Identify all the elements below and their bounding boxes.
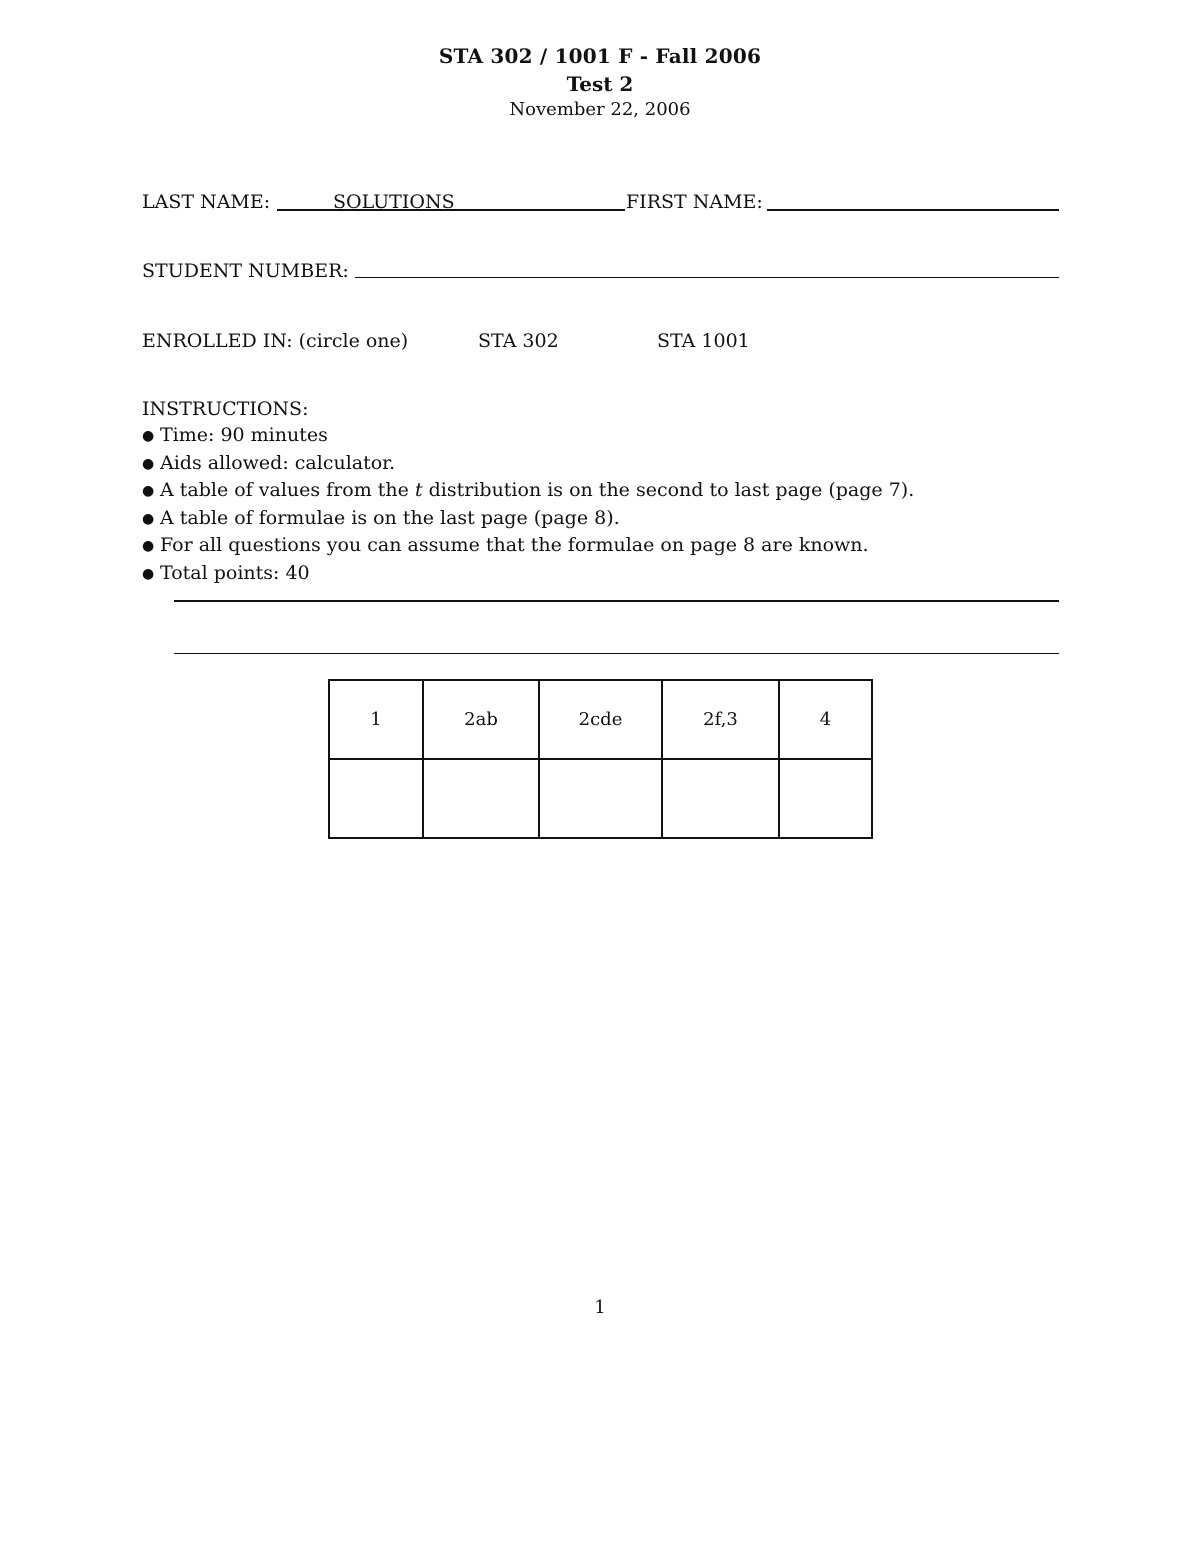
bullet-icon: ● — [142, 538, 155, 555]
instructions-heading: INSTRUCTIONS: — [142, 398, 309, 420]
bullet-icon: ● — [142, 455, 155, 472]
score-cell[interactable] — [779, 759, 872, 838]
first-name-label: FIRST NAME: — [626, 191, 763, 213]
page-number: 1 — [594, 1297, 606, 1318]
instructions-section — [142, 396, 914, 588]
exam-subtitle: Test 2 — [566, 72, 634, 96]
enrolled-label: ENROLLED IN: (circle one) — [142, 330, 409, 352]
bullet-icon: ● — [142, 565, 155, 582]
student-number-label: STUDENT NUMBER: — [142, 260, 349, 282]
exam-date: November 22, 2006 — [509, 99, 691, 120]
enrolled-option-sta1001[interactable]: STA 1001 — [657, 330, 750, 352]
table-row — [329, 680, 872, 759]
score-header-cell: 2f,3 — [662, 680, 779, 759]
divider-top — [174, 600, 1059, 602]
student-number-line[interactable] — [355, 277, 1059, 278]
enrolled-option-sta302[interactable]: STA 302 — [478, 330, 559, 352]
instructions-list — [142, 422, 914, 588]
score-cell[interactable] — [329, 759, 423, 838]
first-name-line[interactable] — [767, 209, 1059, 211]
score-header-cell: 4 — [779, 680, 872, 759]
bullet-icon: ● — [142, 428, 155, 444]
bullet-icon: ● — [142, 510, 155, 527]
score-header-cell: 2cde — [539, 680, 662, 759]
score-cell[interactable] — [539, 759, 662, 838]
bullet-icon: ● — [142, 483, 155, 500]
score-table — [328, 679, 873, 839]
list-item: ● Time: 90 minutes — [142, 422, 914, 450]
score-header-cell: 2ab — [423, 680, 539, 759]
score-cell[interactable] — [662, 759, 779, 838]
list-item: ● For all questions you can assume that the formulae on page 8 are known. — [142, 532, 914, 560]
exam-title: STA 302 / 1001 F - Fall 2006 — [438, 44, 762, 68]
table-row — [329, 759, 872, 838]
list-item: ● A table of values from the t distribution is on the second to last page (page 7). — [142, 477, 914, 505]
last-name-label: LAST NAME: — [142, 191, 271, 213]
list-item: ● A table of formulae is on the last page (page 8). — [142, 505, 914, 533]
score-header-cell: 1 — [329, 680, 423, 759]
list-item: ● Total points: 40 — [142, 560, 914, 588]
list-item: ● Aids allowed: calculator. — [142, 450, 914, 478]
last-name-value: SOLUTIONS — [333, 191, 455, 213]
divider-bottom — [174, 653, 1059, 654]
score-cell[interactable] — [423, 759, 539, 838]
